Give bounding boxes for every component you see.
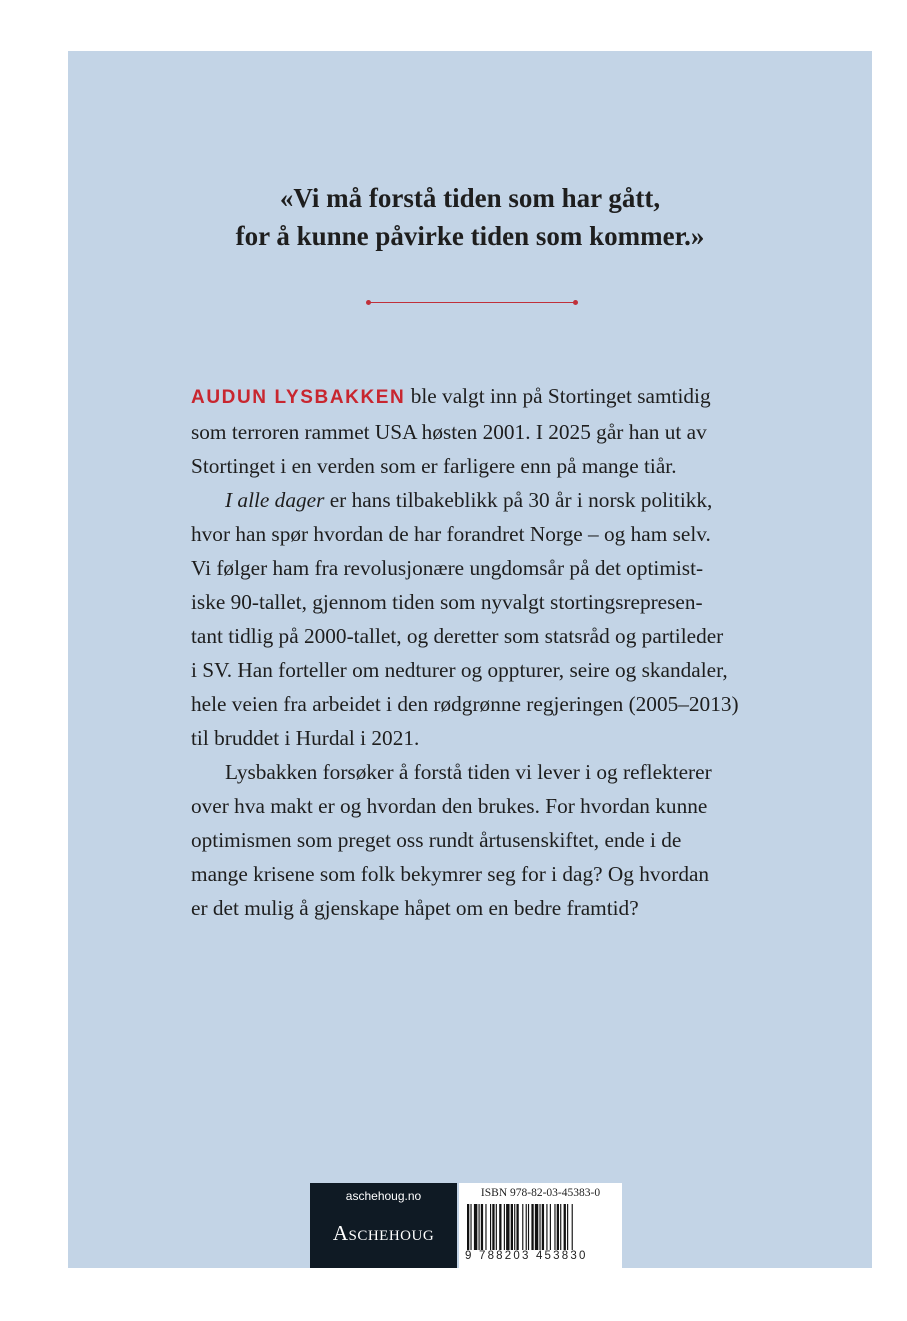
author-name: AUDUN LYSBAKKEN	[191, 387, 406, 408]
publisher-box	[310, 1183, 457, 1268]
blurb-line: iske 90-tallet, gjennom tiden som nyvalgt stortingsrepresen-	[191, 590, 703, 614]
barcode-bar	[492, 1204, 494, 1250]
blurb-line: hvor han spør hvordan de har forandret Norge – og ham selv.	[191, 522, 711, 546]
blurb-line: hele veien fra arbeidet i den rødgrønne regjeringen (2005–2013)	[191, 692, 739, 716]
blurb-line: tant tidlig på 2000-tallet, og deretter som statsråd og partileder	[191, 624, 724, 648]
blurb-paragraph-2	[191, 483, 771, 755]
publisher-logo: Aschehoug	[332, 1221, 435, 1245]
cover-quote	[68, 179, 872, 255]
barcode-bar	[535, 1204, 538, 1250]
barcode-bar	[474, 1204, 477, 1250]
blurb-paragraph-3	[191, 755, 771, 925]
blurb-line: AUDUN LYSBAKKEN ble valgt inn på Stortinget samtidig	[191, 384, 711, 408]
blurb-line: mange krisene som folk bekymrer seg for i dag? Og hvordan	[191, 862, 710, 886]
barcode-bar	[531, 1204, 533, 1250]
barcode-icon	[467, 1204, 614, 1250]
blurb-line: over hva makt er og hvordan den brukes. For hvordan kunne	[191, 794, 708, 818]
divider-dot-right	[573, 300, 578, 305]
barcode-bar	[546, 1204, 547, 1250]
blurb-paragraph-1	[191, 379, 771, 483]
quote-line-2: for å kunne påvirke tiden som kommer.»	[235, 221, 705, 251]
book-title: I alle dager	[225, 488, 325, 512]
barcode-bar	[542, 1204, 544, 1250]
barcode-bar	[496, 1204, 497, 1250]
barcode-bar	[490, 1204, 491, 1250]
barcode-digits: 9 788203 453830	[465, 1250, 588, 1262]
blurb-line: Lysbakken forsøker å forstå tiden vi lever i og reflekterer	[225, 760, 712, 784]
divider-dot-left	[366, 300, 371, 305]
barcode-bar	[481, 1204, 483, 1250]
barcode-bar	[514, 1204, 515, 1250]
barcode-bar	[554, 1204, 555, 1250]
barcode-bar	[506, 1204, 509, 1250]
blurb-line: i SV. Han forteller om nedturer og oppturer, seire og skandaler,	[191, 658, 728, 682]
divider-line	[370, 302, 574, 303]
barcode-bar	[557, 1204, 559, 1250]
blurb-line: I alle dager er hans tilbakeblikk på 30 år i norsk politikk,	[225, 488, 713, 512]
blurb-line: som terroren rammet USA høsten 2001. I 2025 går han ut av	[191, 420, 707, 444]
ornamental-divider	[366, 300, 578, 304]
blurb-line: til bruddet i Hurdal i 2021.	[191, 726, 420, 750]
barcode-bar	[470, 1204, 471, 1250]
barcode-bar	[467, 1204, 469, 1250]
barcode-bar	[485, 1204, 486, 1250]
barcode-bar	[550, 1204, 551, 1250]
barcode-bar	[522, 1204, 523, 1250]
barcode-bar	[528, 1204, 529, 1250]
isbn-text: ISBN 978-82-03-45383-0	[480, 1187, 601, 1199]
barcode-bar	[516, 1204, 518, 1250]
barcode-box	[459, 1183, 622, 1268]
barcode-bar	[539, 1204, 540, 1250]
blurb-line: er det mulig å gjenskape håpet om en bedre framtid?	[191, 896, 639, 920]
publisher-url: aschehoug.no	[345, 1189, 422, 1203]
blurb-line: Stortinget i en verden som er farligere enn på mange tiår.	[191, 454, 677, 478]
blurb	[191, 379, 771, 925]
barcode-bar	[479, 1204, 480, 1250]
barcode-bar	[564, 1204, 566, 1250]
barcode-bar	[567, 1204, 568, 1250]
barcode-bar	[526, 1204, 527, 1250]
barcode-bar	[499, 1204, 501, 1250]
barcode-bar	[572, 1204, 573, 1250]
back-cover	[68, 51, 872, 1268]
barcode-bar	[560, 1204, 561, 1250]
barcode-bar	[511, 1204, 513, 1250]
blurb-line: optimismen som preget oss rundt årtusenskiftet, ende i de	[191, 828, 682, 852]
blurb-line: Vi følger ham fra revolusjonære ungdomsår på det optimist-	[191, 556, 704, 580]
barcode-bar	[504, 1204, 505, 1250]
quote-line-1: «Vi må forstå tiden som har gått,	[279, 183, 661, 213]
